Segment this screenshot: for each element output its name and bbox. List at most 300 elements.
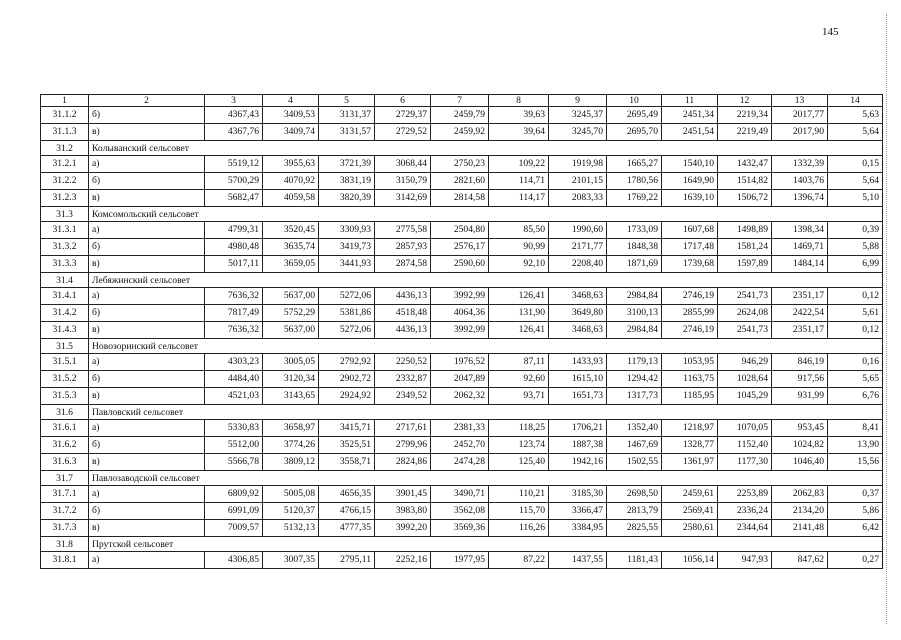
value-cell: 2541,73 bbox=[718, 322, 772, 339]
value-cell: 5682,47 bbox=[205, 190, 263, 207]
column-header: 8 bbox=[489, 95, 549, 107]
value-cell: 116,26 bbox=[489, 520, 549, 537]
value-cell: 5017,11 bbox=[205, 256, 263, 273]
value-cell: 39,63 bbox=[489, 107, 549, 124]
row-code: 31.1.2 bbox=[41, 107, 89, 124]
value-cell: 3120,34 bbox=[263, 371, 319, 388]
value-cell: 3635,74 bbox=[263, 239, 319, 256]
section-title: Комсомольский сельсовет bbox=[89, 207, 883, 222]
section-code: 31.8 bbox=[41, 537, 89, 552]
value-cell: 2902,72 bbox=[319, 371, 375, 388]
row-variant: в) bbox=[89, 388, 205, 405]
value-cell: 15,56 bbox=[828, 454, 883, 471]
value-cell: 6,42 bbox=[828, 520, 883, 537]
page-number: 145 bbox=[822, 26, 839, 38]
value-cell: 3721,39 bbox=[319, 156, 375, 173]
row-variant: а) bbox=[89, 354, 205, 371]
value-cell: 2459,92 bbox=[431, 124, 489, 141]
section-code: 31.3 bbox=[41, 207, 89, 222]
value-cell: 5,86 bbox=[828, 503, 883, 520]
value-cell: 4766,15 bbox=[319, 503, 375, 520]
value-cell: 6,76 bbox=[828, 388, 883, 405]
value-cell: 5637,00 bbox=[263, 288, 319, 305]
row-variant: б) bbox=[89, 239, 205, 256]
value-cell: 1398,34 bbox=[772, 222, 828, 239]
row-variant: в) bbox=[89, 520, 205, 537]
section-title: Новозоринский сельсовет bbox=[89, 339, 883, 354]
value-cell: 1848,38 bbox=[607, 239, 662, 256]
value-cell: 4777,35 bbox=[319, 520, 375, 537]
value-cell: 1540,10 bbox=[662, 156, 718, 173]
value-cell: 1597,89 bbox=[718, 256, 772, 273]
value-cell: 3142,69 bbox=[375, 190, 431, 207]
value-cell: 5512,00 bbox=[205, 437, 263, 454]
value-cell: 1871,69 bbox=[607, 256, 662, 273]
value-cell: 2799,96 bbox=[375, 437, 431, 454]
row-variant: в) bbox=[89, 454, 205, 471]
value-cell: 3955,63 bbox=[263, 156, 319, 173]
value-cell: 7636,32 bbox=[205, 322, 263, 339]
value-cell: 3983,80 bbox=[375, 503, 431, 520]
value-cell: 2253,89 bbox=[718, 486, 772, 503]
table-row bbox=[41, 520, 883, 537]
value-cell: 3245,70 bbox=[549, 124, 607, 141]
row-variant: в) bbox=[89, 190, 205, 207]
value-cell: 0,39 bbox=[828, 222, 883, 239]
value-cell: 123,74 bbox=[489, 437, 549, 454]
value-cell: 3992,20 bbox=[375, 520, 431, 537]
value-cell: 2219,49 bbox=[718, 124, 772, 141]
value-cell: 4306,85 bbox=[205, 552, 263, 569]
value-cell: 3774,26 bbox=[263, 437, 319, 454]
row-code: 31.4.1 bbox=[41, 288, 89, 305]
row-code: 31.5.2 bbox=[41, 371, 89, 388]
table-row bbox=[41, 305, 883, 322]
value-cell: 1433,93 bbox=[549, 354, 607, 371]
row-variant: а) bbox=[89, 156, 205, 173]
row-code: 31.3.2 bbox=[41, 239, 89, 256]
value-cell: 5330,83 bbox=[205, 420, 263, 437]
value-cell: 4059,58 bbox=[263, 190, 319, 207]
value-cell: 2017,77 bbox=[772, 107, 828, 124]
value-cell: 109,22 bbox=[489, 156, 549, 173]
value-cell: 3068,44 bbox=[375, 156, 431, 173]
value-cell: 92,10 bbox=[489, 256, 549, 273]
value-cell: 2857,93 bbox=[375, 239, 431, 256]
section-row bbox=[41, 339, 883, 354]
value-cell: 2580,61 bbox=[662, 520, 718, 537]
section-row bbox=[41, 141, 883, 156]
value-cell: 87,11 bbox=[489, 354, 549, 371]
value-cell: 3409,74 bbox=[263, 124, 319, 141]
row-code: 31.5.1 bbox=[41, 354, 89, 371]
row-code: 31.7.2 bbox=[41, 503, 89, 520]
value-cell: 5,61 bbox=[828, 305, 883, 322]
value-cell: 5132,13 bbox=[263, 520, 319, 537]
value-cell: 1484,14 bbox=[772, 256, 828, 273]
value-cell: 2134,20 bbox=[772, 503, 828, 520]
value-cell: 114,71 bbox=[489, 173, 549, 190]
value-cell: 2698,50 bbox=[607, 486, 662, 503]
data-table bbox=[40, 94, 883, 569]
row-code: 31.5.3 bbox=[41, 388, 89, 405]
value-cell: 2746,19 bbox=[662, 322, 718, 339]
table-row bbox=[41, 156, 883, 173]
value-cell: 3185,30 bbox=[549, 486, 607, 503]
value-cell: 2855,99 bbox=[662, 305, 718, 322]
value-cell: 2141,48 bbox=[772, 520, 828, 537]
value-cell: 3820,39 bbox=[319, 190, 375, 207]
value-cell: 2171,77 bbox=[549, 239, 607, 256]
value-cell: 4484,40 bbox=[205, 371, 263, 388]
table-row bbox=[41, 256, 883, 273]
section-row bbox=[41, 207, 883, 222]
section-row bbox=[41, 273, 883, 288]
row-code: 31.4.2 bbox=[41, 305, 89, 322]
value-cell: 1717,48 bbox=[662, 239, 718, 256]
value-cell: 1887,38 bbox=[549, 437, 607, 454]
table-row bbox=[41, 454, 883, 471]
value-cell: 1514,82 bbox=[718, 173, 772, 190]
margin-rule bbox=[886, 14, 887, 624]
section-code: 31.7 bbox=[41, 471, 89, 486]
value-cell: 3143,65 bbox=[263, 388, 319, 405]
table-row bbox=[41, 503, 883, 520]
value-cell: 3131,37 bbox=[319, 107, 375, 124]
value-cell: 2624,08 bbox=[718, 305, 772, 322]
section-row bbox=[41, 471, 883, 486]
value-cell: 3007,35 bbox=[263, 552, 319, 569]
row-code: 31.1.3 bbox=[41, 124, 89, 141]
value-cell: 2541,73 bbox=[718, 288, 772, 305]
value-cell: 3468,63 bbox=[549, 322, 607, 339]
value-cell: 953,45 bbox=[772, 420, 828, 437]
row-variant: а) bbox=[89, 222, 205, 239]
value-cell: 1028,64 bbox=[718, 371, 772, 388]
value-cell: 3419,73 bbox=[319, 239, 375, 256]
value-cell: 1046,40 bbox=[772, 454, 828, 471]
value-cell: 4518,48 bbox=[375, 305, 431, 322]
value-cell: 4980,48 bbox=[205, 239, 263, 256]
value-cell: 2459,61 bbox=[662, 486, 718, 503]
value-cell: 946,29 bbox=[718, 354, 772, 371]
value-cell: 3100,13 bbox=[607, 305, 662, 322]
value-cell: 5,64 bbox=[828, 124, 883, 141]
value-cell: 5272,06 bbox=[319, 288, 375, 305]
value-cell: 1733,09 bbox=[607, 222, 662, 239]
column-header: 9 bbox=[549, 95, 607, 107]
row-code: 31.6.3 bbox=[41, 454, 89, 471]
value-cell: 2795,11 bbox=[319, 552, 375, 569]
value-cell: 2821,60 bbox=[431, 173, 489, 190]
column-header: 3 bbox=[205, 95, 263, 107]
value-cell: 1179,13 bbox=[607, 354, 662, 371]
column-header: 6 bbox=[375, 95, 431, 107]
value-cell: 85,50 bbox=[489, 222, 549, 239]
table-row bbox=[41, 124, 883, 141]
value-cell: 125,40 bbox=[489, 454, 549, 471]
row-variant: б) bbox=[89, 371, 205, 388]
value-cell: 0,16 bbox=[828, 354, 883, 371]
value-cell: 2252,16 bbox=[375, 552, 431, 569]
value-cell: 1649,90 bbox=[662, 173, 718, 190]
value-cell: 1432,47 bbox=[718, 156, 772, 173]
value-cell: 3150,79 bbox=[375, 173, 431, 190]
row-variant: б) bbox=[89, 107, 205, 124]
value-cell: 3658,97 bbox=[263, 420, 319, 437]
section-code: 31.4 bbox=[41, 273, 89, 288]
value-cell: 93,71 bbox=[489, 388, 549, 405]
column-header: 5 bbox=[319, 95, 375, 107]
row-variant: а) bbox=[89, 288, 205, 305]
value-cell: 4367,43 bbox=[205, 107, 263, 124]
value-cell: 4521,03 bbox=[205, 388, 263, 405]
value-cell: 1976,52 bbox=[431, 354, 489, 371]
section-title: Павловский сельсовет bbox=[89, 405, 883, 420]
value-cell: 4064,36 bbox=[431, 305, 489, 322]
value-cell: 5566,78 bbox=[205, 454, 263, 471]
value-cell: 2924,92 bbox=[319, 388, 375, 405]
value-cell: 126,41 bbox=[489, 322, 549, 339]
value-cell: 2062,32 bbox=[431, 388, 489, 405]
value-cell: 1352,40 bbox=[607, 420, 662, 437]
value-cell: 1780,56 bbox=[607, 173, 662, 190]
value-cell: 2332,87 bbox=[375, 371, 431, 388]
value-cell: 3558,71 bbox=[319, 454, 375, 471]
value-cell: 3659,05 bbox=[263, 256, 319, 273]
row-variant: б) bbox=[89, 173, 205, 190]
value-cell: 846,19 bbox=[772, 354, 828, 371]
value-cell: 1498,89 bbox=[718, 222, 772, 239]
value-cell: 7817,49 bbox=[205, 305, 263, 322]
section-title: Колыванский сельсовет bbox=[89, 141, 883, 156]
table-row bbox=[41, 288, 883, 305]
value-cell: 2208,40 bbox=[549, 256, 607, 273]
value-cell: 1467,69 bbox=[607, 437, 662, 454]
row-variant: а) bbox=[89, 486, 205, 503]
table-row bbox=[41, 222, 883, 239]
table-row bbox=[41, 486, 883, 503]
section-code: 31.2 bbox=[41, 141, 89, 156]
value-cell: 1177,30 bbox=[718, 454, 772, 471]
row-code: 31.6.1 bbox=[41, 420, 89, 437]
value-cell: 5,88 bbox=[828, 239, 883, 256]
value-cell: 1739,68 bbox=[662, 256, 718, 273]
value-cell: 2219,34 bbox=[718, 107, 772, 124]
row-variant: б) bbox=[89, 305, 205, 322]
value-cell: 3569,36 bbox=[431, 520, 489, 537]
value-cell: 2984,84 bbox=[607, 322, 662, 339]
row-code: 31.3.1 bbox=[41, 222, 89, 239]
value-cell: 6991,09 bbox=[205, 503, 263, 520]
value-cell: 5752,29 bbox=[263, 305, 319, 322]
column-header: 12 bbox=[718, 95, 772, 107]
value-cell: 4799,31 bbox=[205, 222, 263, 239]
row-code: 31.8.1 bbox=[41, 552, 89, 569]
value-cell: 3525,51 bbox=[319, 437, 375, 454]
value-cell: 2717,61 bbox=[375, 420, 431, 437]
section-row bbox=[41, 405, 883, 420]
value-cell: 2695,70 bbox=[607, 124, 662, 141]
value-cell: 2381,33 bbox=[431, 420, 489, 437]
value-cell: 3901,45 bbox=[375, 486, 431, 503]
row-code: 31.6.2 bbox=[41, 437, 89, 454]
row-code: 31.4.3 bbox=[41, 322, 89, 339]
value-cell: 118,25 bbox=[489, 420, 549, 437]
value-cell: 6,99 bbox=[828, 256, 883, 273]
table-row bbox=[41, 173, 883, 190]
row-code: 31.2.3 bbox=[41, 190, 89, 207]
row-variant: б) bbox=[89, 503, 205, 520]
value-cell: 4436,13 bbox=[375, 288, 431, 305]
value-cell: 5,10 bbox=[828, 190, 883, 207]
value-cell: 1506,72 bbox=[718, 190, 772, 207]
value-cell: 2576,17 bbox=[431, 239, 489, 256]
value-cell: 0,12 bbox=[828, 288, 883, 305]
value-cell: 847,62 bbox=[772, 552, 828, 569]
value-cell: 1024,82 bbox=[772, 437, 828, 454]
value-cell: 115,70 bbox=[489, 503, 549, 520]
value-cell: 3384,95 bbox=[549, 520, 607, 537]
value-cell: 13,90 bbox=[828, 437, 883, 454]
value-cell: 2250,52 bbox=[375, 354, 431, 371]
value-cell: 1317,73 bbox=[607, 388, 662, 405]
value-cell: 947,93 bbox=[718, 552, 772, 569]
value-cell: 3309,93 bbox=[319, 222, 375, 239]
value-cell: 1152,40 bbox=[718, 437, 772, 454]
value-cell: 3992,99 bbox=[431, 322, 489, 339]
value-cell: 6809,92 bbox=[205, 486, 263, 503]
column-header: 4 bbox=[263, 95, 319, 107]
value-cell: 2824,86 bbox=[375, 454, 431, 471]
table-row bbox=[41, 239, 883, 256]
value-cell: 5700,29 bbox=[205, 173, 263, 190]
value-cell: 3131,57 bbox=[319, 124, 375, 141]
value-cell: 1437,55 bbox=[549, 552, 607, 569]
value-cell: 1706,21 bbox=[549, 420, 607, 437]
value-cell: 0,27 bbox=[828, 552, 883, 569]
value-cell: 3649,80 bbox=[549, 305, 607, 322]
value-cell: 0,15 bbox=[828, 156, 883, 173]
value-cell: 3468,63 bbox=[549, 288, 607, 305]
value-cell: 917,56 bbox=[772, 371, 828, 388]
column-header: 1 bbox=[41, 95, 89, 107]
value-cell: 4303,23 bbox=[205, 354, 263, 371]
value-cell: 110,21 bbox=[489, 486, 549, 503]
value-cell: 5,65 bbox=[828, 371, 883, 388]
value-cell: 2474,28 bbox=[431, 454, 489, 471]
value-cell: 1045,29 bbox=[718, 388, 772, 405]
section-title: Лебяжинский сельсовет bbox=[89, 273, 883, 288]
value-cell: 5005,08 bbox=[263, 486, 319, 503]
value-cell: 2047,89 bbox=[431, 371, 489, 388]
value-cell: 1163,75 bbox=[662, 371, 718, 388]
row-code: 31.7.3 bbox=[41, 520, 89, 537]
value-cell: 1403,76 bbox=[772, 173, 828, 190]
value-cell: 2351,17 bbox=[772, 288, 828, 305]
value-cell: 3992,99 bbox=[431, 288, 489, 305]
value-cell: 1607,68 bbox=[662, 222, 718, 239]
value-cell: 1990,60 bbox=[549, 222, 607, 239]
value-cell: 1332,39 bbox=[772, 156, 828, 173]
table-row bbox=[41, 552, 883, 569]
value-cell: 2452,70 bbox=[431, 437, 489, 454]
value-cell: 1185,95 bbox=[662, 388, 718, 405]
value-cell: 5381,86 bbox=[319, 305, 375, 322]
value-cell: 1053,95 bbox=[662, 354, 718, 371]
value-cell: 3005,05 bbox=[263, 354, 319, 371]
column-header: 10 bbox=[607, 95, 662, 107]
value-cell: 4436,13 bbox=[375, 322, 431, 339]
value-cell: 1581,24 bbox=[718, 239, 772, 256]
value-cell: 2101,15 bbox=[549, 173, 607, 190]
value-cell: 3366,47 bbox=[549, 503, 607, 520]
row-variant: в) bbox=[89, 256, 205, 273]
value-cell: 5,63 bbox=[828, 107, 883, 124]
value-cell: 4656,35 bbox=[319, 486, 375, 503]
table-row bbox=[41, 354, 883, 371]
value-cell: 1651,73 bbox=[549, 388, 607, 405]
value-cell: 3831,19 bbox=[319, 173, 375, 190]
value-cell: 1396,74 bbox=[772, 190, 828, 207]
row-variant: в) bbox=[89, 322, 205, 339]
value-cell: 126,41 bbox=[489, 288, 549, 305]
value-cell: 1502,55 bbox=[607, 454, 662, 471]
row-variant: б) bbox=[89, 437, 205, 454]
value-cell: 2775,58 bbox=[375, 222, 431, 239]
value-cell: 1665,27 bbox=[607, 156, 662, 173]
value-cell: 3441,93 bbox=[319, 256, 375, 273]
value-cell: 4070,92 bbox=[263, 173, 319, 190]
value-cell: 2451,54 bbox=[662, 124, 718, 141]
value-cell: 1942,16 bbox=[549, 454, 607, 471]
section-code: 31.6 bbox=[41, 405, 89, 420]
value-cell: 92,60 bbox=[489, 371, 549, 388]
value-cell: 931,99 bbox=[772, 388, 828, 405]
row-code: 31.2.2 bbox=[41, 173, 89, 190]
value-cell: 1056,14 bbox=[662, 552, 718, 569]
value-cell: 2062,83 bbox=[772, 486, 828, 503]
table-row bbox=[41, 437, 883, 454]
section-code: 31.5 bbox=[41, 339, 89, 354]
value-cell: 1328,77 bbox=[662, 437, 718, 454]
value-cell: 0,12 bbox=[828, 322, 883, 339]
value-cell: 3520,45 bbox=[263, 222, 319, 239]
value-cell: 2813,79 bbox=[607, 503, 662, 520]
value-cell: 2017,90 bbox=[772, 124, 828, 141]
value-cell: 2729,52 bbox=[375, 124, 431, 141]
value-cell: 3490,71 bbox=[431, 486, 489, 503]
value-cell: 2590,60 bbox=[431, 256, 489, 273]
value-cell: 1977,95 bbox=[431, 552, 489, 569]
table-row bbox=[41, 371, 883, 388]
section-title: Прутской сельсовет bbox=[89, 537, 883, 552]
row-variant: а) bbox=[89, 420, 205, 437]
value-cell: 2422,54 bbox=[772, 305, 828, 322]
value-cell: 2569,41 bbox=[662, 503, 718, 520]
value-cell: 2750,23 bbox=[431, 156, 489, 173]
value-cell: 3415,71 bbox=[319, 420, 375, 437]
column-header: 2 bbox=[89, 95, 205, 107]
value-cell: 2746,19 bbox=[662, 288, 718, 305]
table-row bbox=[41, 107, 883, 124]
row-code: 31.2.1 bbox=[41, 156, 89, 173]
value-cell: 2874,58 bbox=[375, 256, 431, 273]
value-cell: 1919,98 bbox=[549, 156, 607, 173]
value-cell: 2825,55 bbox=[607, 520, 662, 537]
value-cell: 1469,71 bbox=[772, 239, 828, 256]
section-title: Павлозаводской сельсовет bbox=[89, 471, 883, 486]
